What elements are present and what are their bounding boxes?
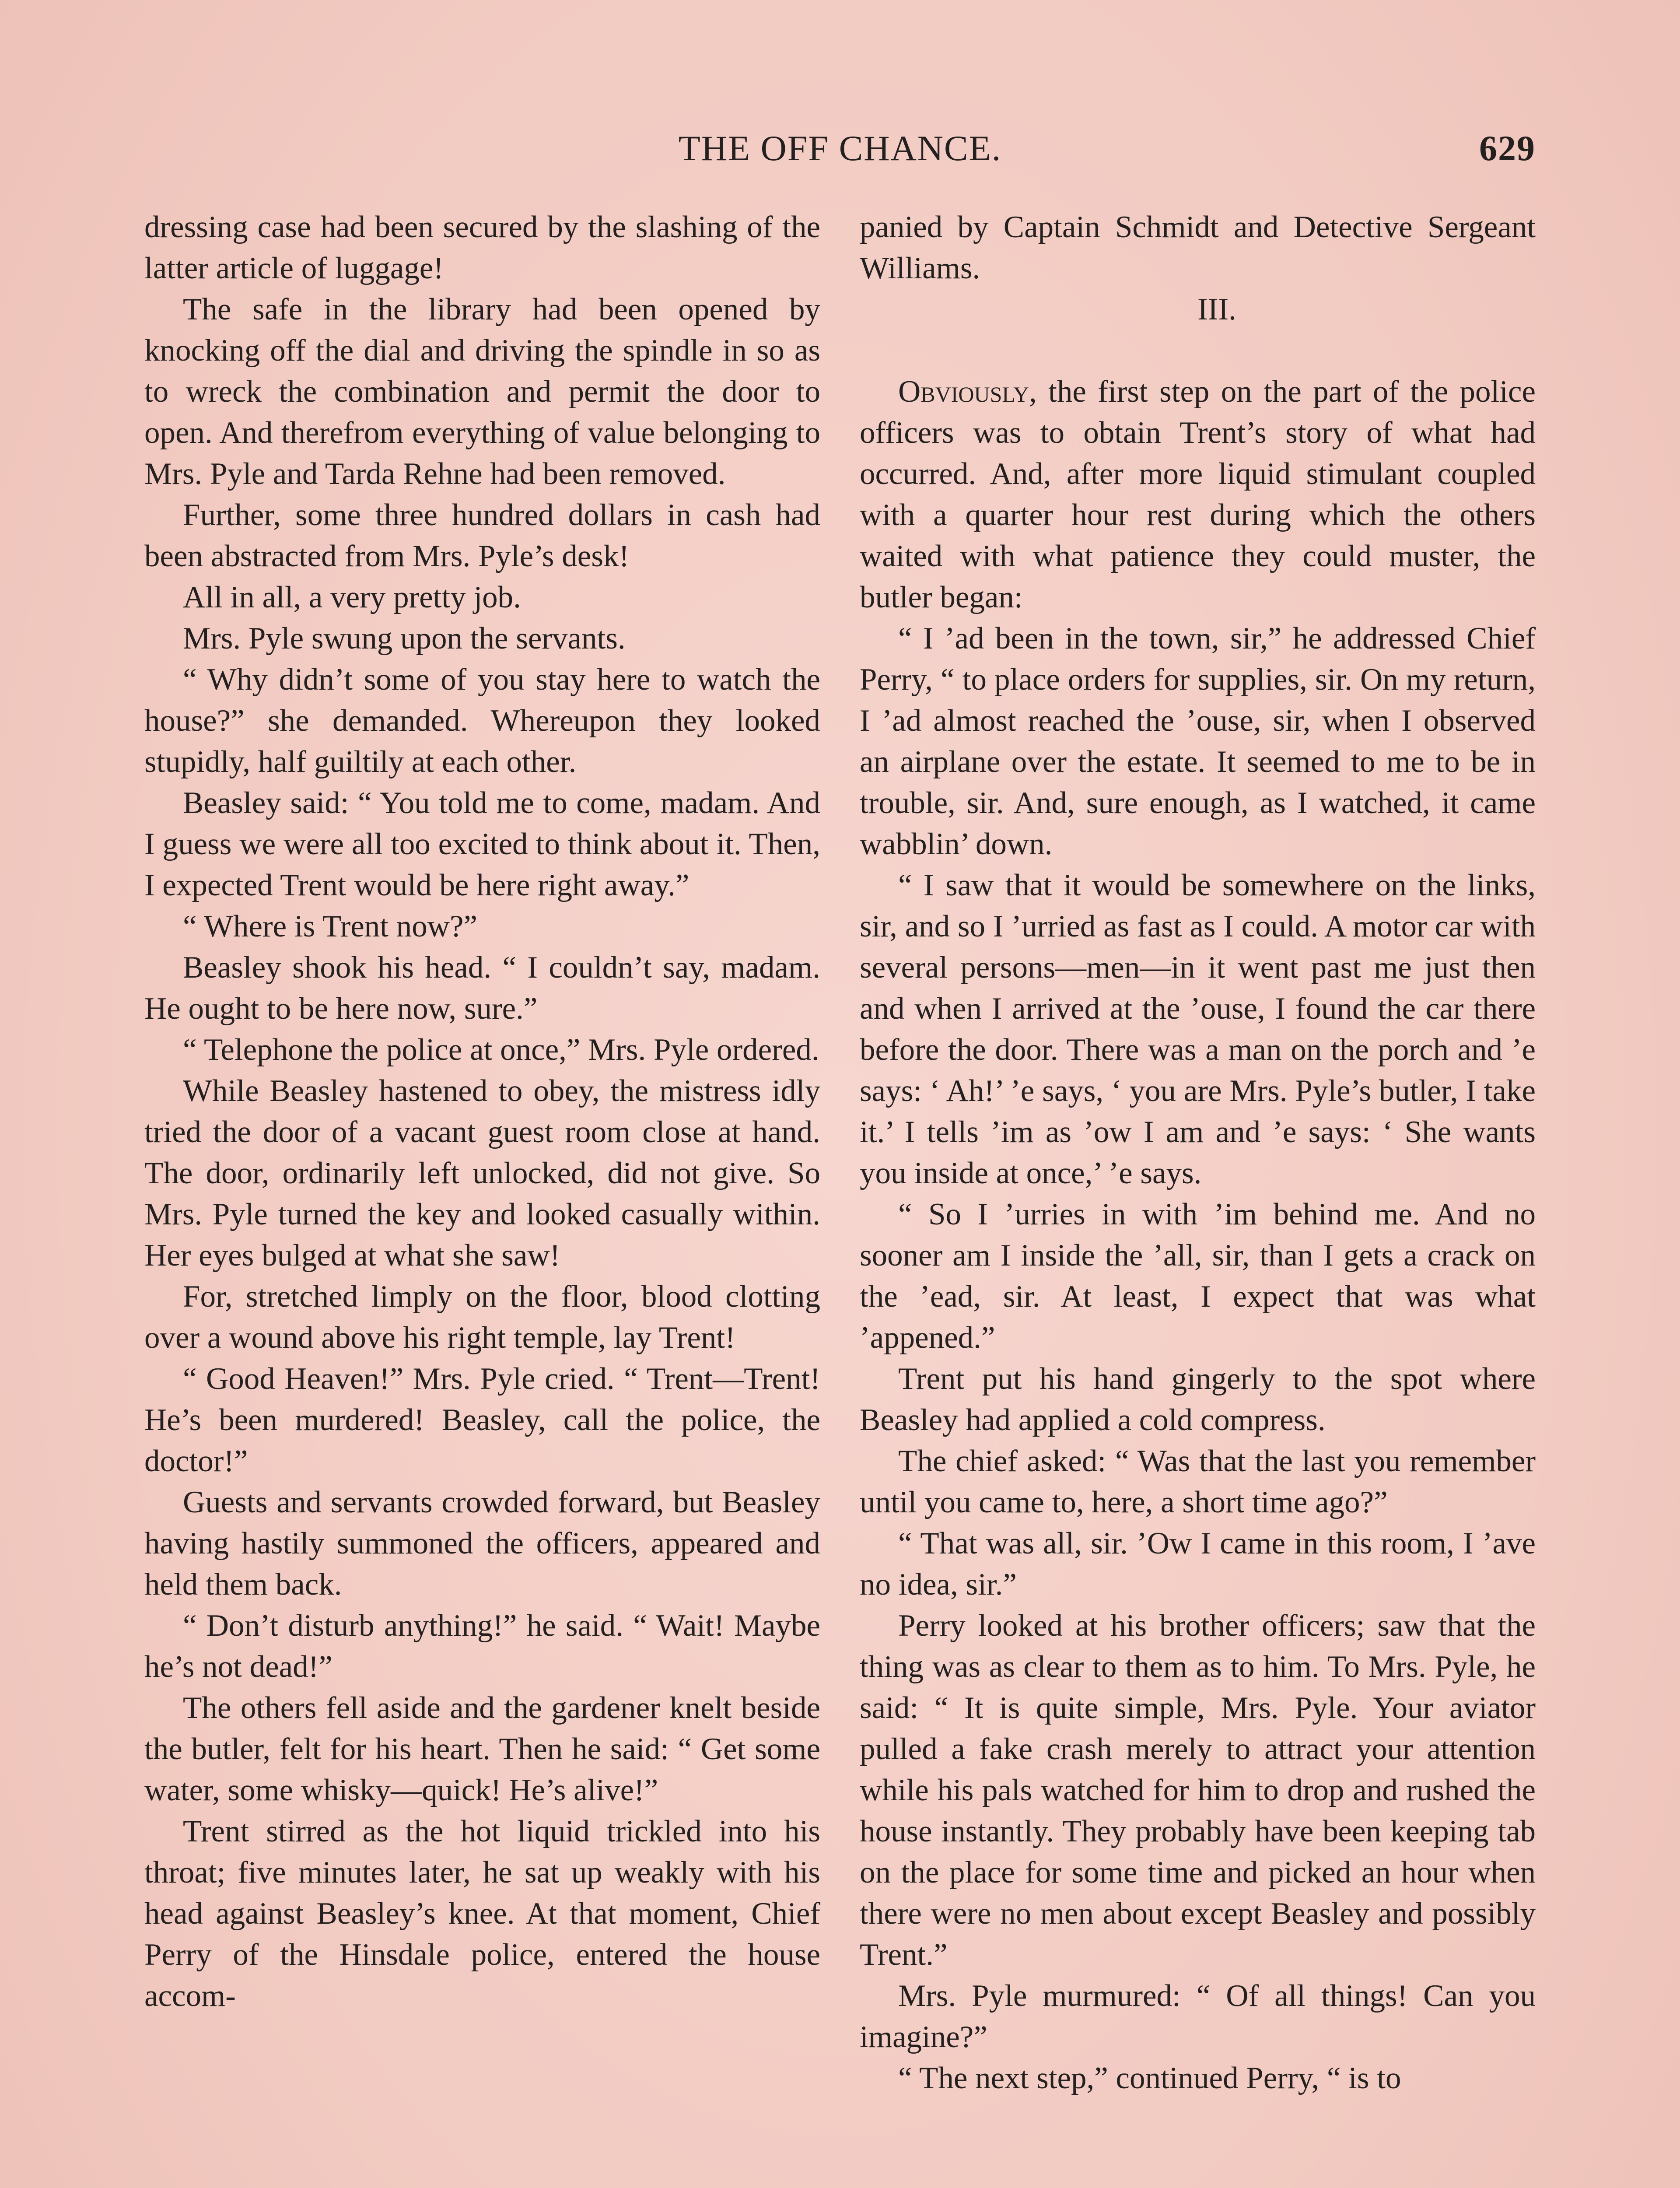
paragraph: dressing case had been secured by the slashing of the latter article of luggage! — [144, 210, 820, 285]
section-heading: III. — [1197, 292, 1236, 326]
paragraph: “ The next step,” continued Perry, “ is to — [898, 2061, 1401, 2095]
paragraph: Mrs. Pyle swung upon the servants. — [183, 621, 626, 656]
paragraph: The others fell aside and the gardener knelt beside the butler, felt for his heart. Then he said: “ Get some water, some whisky—quick! He’s alive!” — [144, 1691, 820, 1807]
opening-text: the first step on the part of the police officers was to obtain Trent’s story of what had occurred. And, after more liquid stimulant coupled with a quarter hour rest during which the others waited with what patience they could muster, the butler began: — [860, 375, 1536, 614]
paragraph: While Beasley hastened to obey, the mistress idly tried the door of a vacant guest room close at hand. The door, ordinarily left unlocked, did not give. So Mrs. Pyle turned the key and looked casually within. Her eyes bulged at what she saw! — [144, 1074, 820, 1273]
running-head — [144, 128, 1536, 176]
paragraph: Beasley said: “ You told me to come, madam. And I guess we were all too excited to think about it. Then, I expected Trent would be here right away.” — [144, 786, 820, 902]
paragraph: Beasley shook his head. “ I couldn’t say, madam. He ought to be here now, sure.” — [144, 950, 820, 1026]
running-title: THE OFF CHANCE. — [678, 128, 1002, 168]
drop-word: Obviously, — [898, 375, 1037, 409]
paragraph: “ So I ’urries in with ’im behind me. And no sooner am I inside the ’all, sir, than I gets a crack on the ’ead, sir. At least, I expect that was what ’appened.” — [860, 1197, 1536, 1355]
page-number: 629 — [1479, 128, 1536, 168]
paragraph: Further, some three hundred dollars in cash had been abstracted from Mrs. Pyle’s desk! — [144, 498, 820, 573]
paragraph: All in all, a very pretty job. — [183, 580, 521, 614]
paragraph: “ Don’t disturb anything!” he said. “ Wait! Maybe he’s not dead!” — [144, 1609, 820, 1684]
left-column — [144, 207, 820, 2016]
paragraph: Perry looked at his brother officers; saw that the thing was as clear to them as to him. To Mrs. Pyle, he said: “ It is quite simple, Mrs. Pyle. Your aviator pulled a fake crash merely to attract your attention while his pals watched for him to drop and rushed the house instantly. They probably have been keeping tab on the place for some time and picked an hour when there were no men about except Beasley and possibly Trent.” — [860, 1609, 1536, 1972]
paragraph: Mrs. Pyle murmured: “ Of all things! Can you imagine?” — [860, 1979, 1536, 2054]
section-opening-paragraph — [860, 371, 1536, 618]
continuation-paragraph: panied by Captain Schmidt and Detective Sergeant Williams. — [860, 210, 1536, 285]
paragraph: The chief asked: “ Was that the last you remember until you came to, here, a short time ago?” — [860, 1444, 1536, 1519]
paragraph: Trent put his hand gingerly to the spot where Beasley had applied a cold compress. — [860, 1362, 1536, 1437]
paragraph: “ Where is Trent now?” — [183, 909, 478, 943]
paragraph: Trent stirred as the hot liquid trickled into his throat; five minutes later, he sat up weakly with his head against Beasley’s knee. At that moment, Chief Perry of the Hinsdale police, entered the house accom- — [144, 1814, 820, 2013]
paragraph: “ Why didn’t some of you stay here to watch the house?” she demanded. Whereupon they looked stupidly, half guiltily at each other. — [144, 663, 820, 779]
paragraph: “ That was all, sir. ’Ow I came in this room, I ’ave no idea, sir.” — [860, 1526, 1536, 1602]
paragraph: Guests and servants crowded forward, but Beasley having hastily summoned the officers, appeared and held them back. — [144, 1485, 820, 1602]
paragraph: For, stretched limply on the floor, blood clotting over a wound above his right temple, lay Trent! — [144, 1280, 820, 1355]
paragraph: “ Telephone the police at once,” Mrs. Pyle ordered. — [183, 1033, 819, 1067]
paragraph: “ Good Heaven!” Mrs. Pyle cried. “ Trent—Trent! He’s been murdered! Beasley, call the police, the doctor!” — [144, 1362, 820, 1478]
right-column — [860, 207, 1536, 2099]
paragraph: “ I saw that it would be somewhere on the links, sir, and so I ’urried as fast as I could. A motor car with several persons—men—in it went past me just then and when I arrived at the ’ouse, I found the car there before the door. There was a man on the porch and ’e says: ‘ Ah!’ ’e says, ‘ you are Mrs. Pyle’s butler, I take it.’ I tells ’im as ’ow I am and ’e says: ‘ She wants you inside at once,’ ’e says. — [860, 868, 1536, 1190]
paragraph: “ I ’ad been in the town, sir,” he addressed Chief Perry, “ to place orders for supplies, sir. On my return, I ’ad almost reached the ’ouse, sir, when I observed an airplane over the estate. It seemed to me to be in trouble, sir. And, sure enough, as I watched, it came wabblin’ down. — [860, 621, 1536, 861]
paragraph: The safe in the library had been opened by knocking off the dial and driving the spindle in so as to wreck the combination and permit the door to open. And therefrom everything of value belonging to Mrs. Pyle and Tarda Rehne had been removed. — [144, 292, 820, 491]
